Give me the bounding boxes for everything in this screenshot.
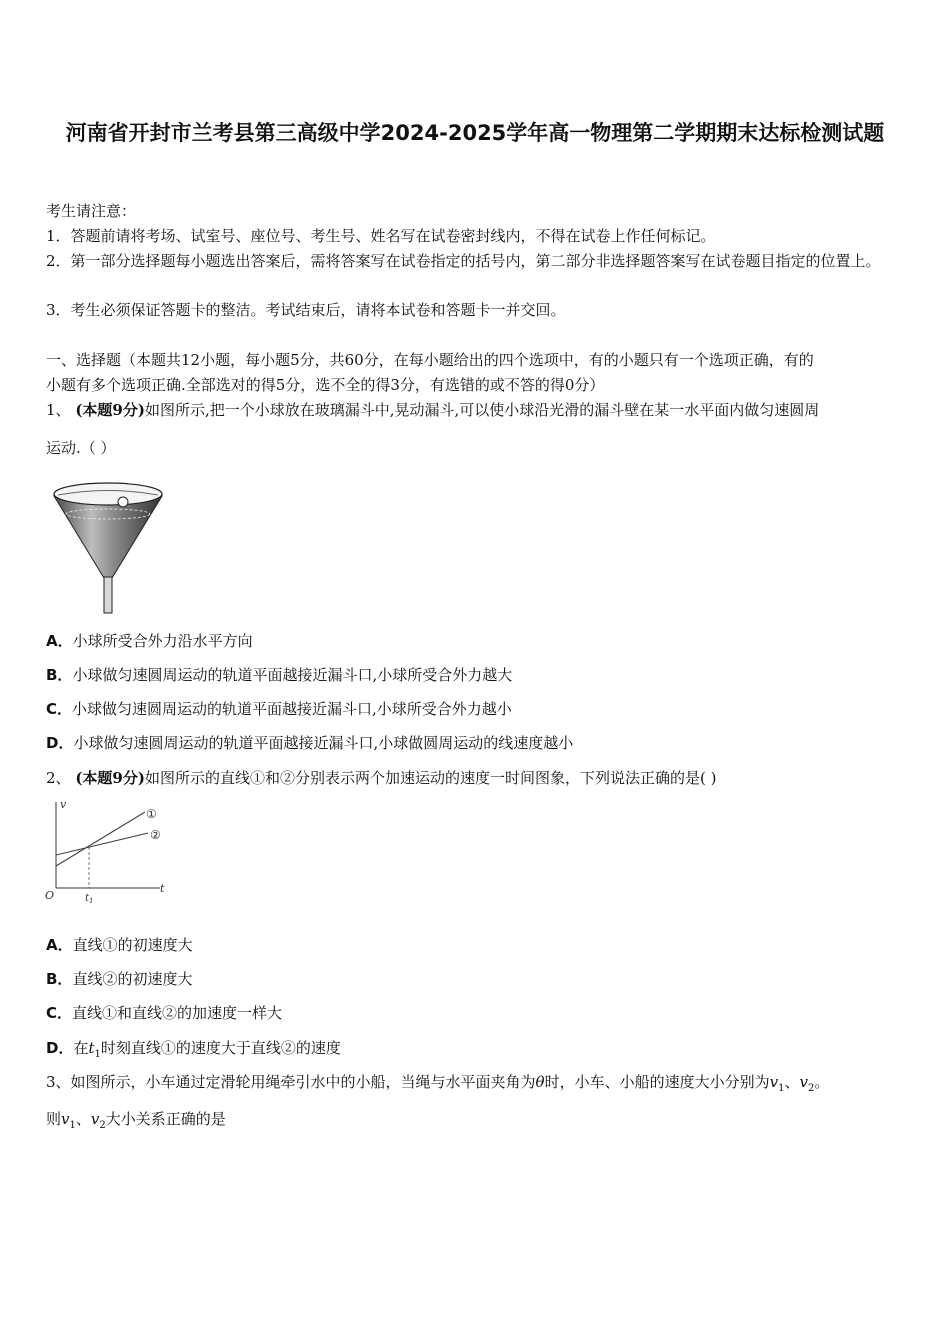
v-axis-label: v (60, 798, 67, 811)
q3-line2-v1-sub: 1 (69, 1120, 76, 1131)
q2-option-a[interactable] (46, 934, 193, 956)
q1-option-b[interactable] (46, 664, 512, 686)
q1-option-d-text: 小球做匀速圆周运动的轨道平面越接近漏斗口,小球做圆周运动的线速度越小 (73, 734, 574, 752)
section-heading-line1: 一、选择题（本题共12小题，每小题5分，共60分，在每小题给出的四个选项中，有的小题只有一个选项正确，有的 (46, 351, 814, 369)
q2-option-a-letter: A． (46, 936, 73, 954)
section-heading-line2: 小题有多个选项正确.全部选对的得5分，选不全的得3分，有选错的或不答的得0分） (46, 376, 605, 394)
q3-stem-mid: 时，小车、小船的速度大小分别为 (544, 1073, 770, 1091)
q1-option-a[interactable] (46, 630, 253, 652)
q2-option-a-text: 直线①的初速度大 (72, 936, 193, 954)
line-2 (56, 833, 148, 855)
notice-item-3: 3．考生必须保证答题卡的整洁。考试结束后，请将本试卷和答题卡一并交回。 (46, 301, 566, 319)
vt-graph (42, 798, 172, 906)
q3-stem-pre: 3、如图所示，小车通过定滑轮用绳牵引水中的小船，当绳与水平面夹角为 (46, 1073, 536, 1091)
q2-option-d[interactable] (46, 1037, 341, 1066)
q1-stem-line1 (46, 399, 819, 421)
q1-stem-line2: 运动.（ ） (46, 439, 116, 457)
line-2-label: ② (150, 828, 161, 842)
q3-stem-line1 (46, 1071, 829, 1100)
q1-option-c[interactable] (46, 698, 512, 720)
q2-option-c[interactable] (46, 1002, 282, 1024)
q1-option-c-text: 小球做匀速圆周运动的轨道平面越接近漏斗口,小球所受合外力越小 (72, 700, 512, 718)
q3-v1-sub: 1 (778, 1083, 785, 1094)
q1-option-b-letter: B． (46, 666, 73, 684)
q2-option-b-text: 直线②的初速度大 (72, 970, 193, 988)
q3-line2-v2-sub: 2 (99, 1120, 106, 1131)
q3-v2-sub: 2 (807, 1083, 815, 1094)
q3-line2-post: 大小关系正确的是 (105, 1110, 226, 1128)
q1-option-d-letter: D． (46, 734, 74, 752)
q3-v2: v (799, 1073, 808, 1091)
q3-line2-pre: 则 (46, 1110, 62, 1128)
q3-v1: v (769, 1073, 779, 1091)
q3-theta: θ (535, 1073, 545, 1091)
q2-stem-text: 如图所示的直线①和②分别表示两个加速运动的速度一时间图象，下列说法正确的是( ) (144, 769, 717, 787)
q2-number: 2、 (46, 769, 71, 787)
q3-end: 。 (814, 1073, 830, 1091)
q3-stem-line2 (46, 1108, 226, 1137)
q1-option-b-text: 小球做匀速圆周运动的轨道平面越接近漏斗口,小球所受合外力越大 (72, 666, 513, 684)
t1-label: $t_1$ (85, 893, 94, 905)
page-title: 河南省开封市兰考县第三高级中学2024-2025学年高一物理第二学期期末达标检测试题 (65, 121, 885, 145)
notice-item-1: 1．答题前请将考场、试室号、座位号、考生号、姓名写在试卷密封线内，不得在试卷上作任何标记。 (46, 227, 716, 245)
q2-option-d-t-sub: 1 (94, 1049, 101, 1060)
q2-option-d-post: 时刻直线①的速度大于直线②的速度 (100, 1039, 341, 1057)
q2-option-b[interactable] (46, 968, 192, 990)
notice-item-2: 2．第一部分选择题每小题选出答案后，需将答案写在试卷指定的括号内，第二部分非选择题答案写在试卷题目指定的位置上。 (46, 252, 881, 270)
q1-number: 1、 (46, 401, 71, 419)
line-1 (56, 812, 145, 866)
notice-heading: 考生请注意： (46, 202, 137, 220)
q2-option-b-letter: B． (46, 970, 73, 988)
origin-label: O (45, 889, 55, 902)
q1-option-c-letter: C． (46, 700, 73, 718)
q1-stem-text: 如图所示,把一个小球放在玻璃漏斗中,晃动漏斗,可以使小球沿光滑的漏斗壁在某一水平面内做匀速圆周 (144, 401, 820, 419)
q1-option-d[interactable] (46, 732, 573, 754)
t-axis-label: t (160, 882, 165, 895)
q1-option-a-letter: A． (46, 632, 73, 650)
q2-score: (本题9分) (75, 769, 145, 787)
q1-score: (本题9分) (75, 401, 145, 419)
q2-option-d-letter: D． (46, 1039, 74, 1057)
q2-option-d-pre: 在 (73, 1039, 89, 1057)
q2-option-c-letter: C． (46, 1004, 73, 1022)
q2-option-c-text: 直线①和直线②的加速度一样大 (72, 1004, 283, 1022)
q3-sep: 、 (784, 1073, 800, 1091)
q1-option-a-text: 小球所受合外力沿水平方向 (72, 632, 253, 650)
funnel-figure (48, 478, 168, 616)
q3-line2-v1: v (61, 1110, 70, 1128)
q3-line2-v2: v (90, 1110, 100, 1128)
q2-stem (46, 767, 716, 789)
q3-line2-sep: 、 (75, 1110, 91, 1128)
q2-option-d-t: t (88, 1039, 95, 1057)
line-1-label: ① (146, 807, 157, 821)
